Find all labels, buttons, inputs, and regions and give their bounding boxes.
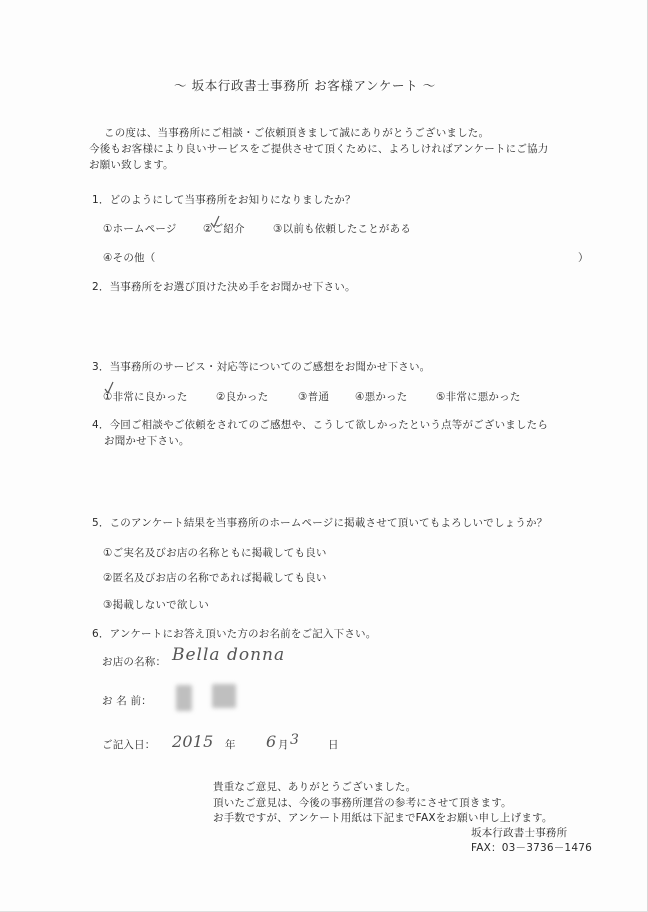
date-year-unit: 年 — [225, 739, 236, 751]
q2-question: 2．当事務所をお選び頂けた決め手をお聞かせ下さい。 — [92, 281, 356, 293]
q4-question-line-1: 4．今回ご相談やご依頼をされてのご感想や、こうして欲しかったという点等がございましたら — [92, 419, 549, 431]
q1-option-other: ④その他（ — [103, 252, 156, 264]
q3-option-good: ②良かった — [216, 391, 269, 403]
footer-fax-number: FAX：03－3736－1476 — [471, 842, 592, 854]
q5-option-2: ②匿名及びお店の名称であれば掲載しても良い — [103, 572, 327, 584]
q3-option-bad: ④悪かった — [355, 391, 408, 403]
q5-option-1: ①ご実名及びお店の名称ともに掲載しても良い — [103, 547, 327, 559]
date-month-unit: 月 — [278, 739, 289, 751]
q6-question: 6．アンケートにお答え頂いた方のお名前をご記入下さい。 — [92, 628, 377, 640]
date-month-value: 6 — [266, 732, 277, 751]
q3-question: 3．当事務所のサービス・対応等についてのご感想をお聞かせ下さい。 — [92, 361, 431, 373]
survey-title: 〜 坂本行政書士事務所 お客様アンケート 〜 — [174, 78, 436, 93]
q1-other-close: ） — [578, 252, 589, 264]
redacted-name-blur-2 — [212, 684, 236, 708]
q1-option-homepage: ①ホームページ — [103, 223, 177, 235]
redacted-name-blur-1 — [176, 685, 192, 711]
name-label: お 名 前： — [102, 695, 152, 707]
date-label: ご記入日： — [102, 739, 156, 751]
intro-line-2: 今後もお客様により良いサービスをご提供させて頂くために、よろしければアンケートにご協力 — [89, 143, 549, 155]
q1-question: 1．どのようにして当事務所をお知りになりましたか？ — [92, 194, 356, 206]
q1-option-referral: ②ご紹介 — [203, 223, 245, 235]
intro-line-3: お願い致します。 — [89, 159, 174, 171]
footer-fax-request: お手数ですが、アンケート用紙は下記までFAXをお願い申し上げます。 — [213, 812, 553, 824]
intro-line-1: この度は、当事務所にご相談・ご依頼頂きまして誠にありがとうございました。 — [104, 127, 490, 139]
date-year-value: 2015 — [172, 732, 214, 751]
q3-option-very-good: ①非常に良かった — [103, 391, 188, 403]
q1-checkmark-icon — [210, 215, 220, 229]
shop-name-label: お店の名称： — [102, 656, 167, 668]
q3-checkmark-icon — [104, 381, 114, 395]
date-day-unit: 日 — [328, 739, 339, 751]
q3-option-very-bad: ⑤非常に悪かった — [436, 391, 521, 403]
footer-reference: 頂いたご意見は、今後の事務所運営の参考にさせて頂きます。 — [213, 797, 512, 809]
footer-office-name: 坂本行政書士事務所 — [471, 827, 568, 839]
footer-thanks: 貴重なご意見、ありがとうございました。 — [213, 781, 417, 793]
q4-question-line-2: お聞かせ下さい。 — [104, 435, 190, 447]
q5-option-3: ③掲載しないで欲しい — [103, 599, 209, 611]
date-day-value: 3 — [290, 732, 300, 748]
shop-name-value: Bella donna — [172, 645, 286, 665]
q1-option-previous: ③以前も依頼したことがある — [273, 223, 412, 235]
q3-option-average: ③普通 — [298, 391, 330, 403]
q5-question: 5．このアンケート結果を当事務所のホームページに掲載させて頂いてもよろしいでしょうか？ — [92, 517, 548, 529]
